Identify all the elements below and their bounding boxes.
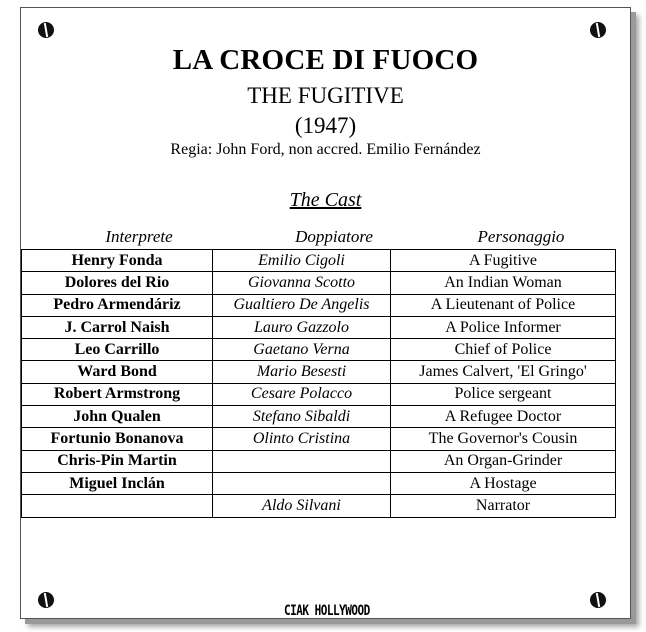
actor-cell: Chris-Pin Martin bbox=[22, 450, 213, 472]
cast-table bbox=[21, 249, 616, 518]
release-year: (1947) bbox=[294, 113, 357, 138]
voice-actor-cell bbox=[213, 472, 391, 494]
voice-actor-cell: Mario Besesti bbox=[213, 361, 391, 383]
character-cell: Chief of Police bbox=[391, 339, 616, 361]
actor-cell: Robert Armstrong bbox=[22, 383, 213, 405]
character-cell: Police sergeant bbox=[391, 383, 616, 405]
character-cell: James Calvert, 'El Gringo' bbox=[391, 361, 616, 383]
director-credit: Regia: John Ford, non accred. Emilio Fernández bbox=[170, 141, 481, 158]
voice-actor-cell: Gaetano Verna bbox=[213, 339, 391, 361]
character-cell: An Indian Woman bbox=[391, 272, 616, 294]
column-header-voice: Doppiatore bbox=[295, 227, 373, 246]
table-row bbox=[22, 339, 616, 361]
actor-cell: John Qualen bbox=[22, 406, 213, 428]
voice-actor-cell: Stefano Sibaldi bbox=[213, 406, 391, 428]
character-cell: A Police Informer bbox=[391, 316, 616, 338]
screw-icon bbox=[38, 592, 54, 608]
voice-actor-cell: Lauro Gazzolo bbox=[213, 316, 391, 338]
original-title: THE FUGITIVE bbox=[247, 83, 404, 108]
actor-cell: Miguel Inclán bbox=[22, 472, 213, 494]
column-header-actor: Interprete bbox=[105, 227, 173, 246]
table-row bbox=[22, 406, 616, 428]
table-row bbox=[22, 361, 616, 383]
table-row bbox=[22, 472, 616, 494]
table-row bbox=[22, 428, 616, 450]
voice-actor-cell: Cesare Polacco bbox=[213, 383, 391, 405]
character-cell: A Refugee Doctor bbox=[391, 406, 616, 428]
actor-cell: Fortunio Bonanova bbox=[22, 428, 213, 450]
screw-icon bbox=[38, 22, 54, 38]
character-cell: A Hostage bbox=[391, 472, 616, 494]
table-row bbox=[22, 272, 616, 294]
page-title: LA CROCE DI FUOCO bbox=[172, 44, 479, 76]
character-cell: A Lieutenant of Police bbox=[391, 294, 616, 316]
plaque bbox=[20, 7, 631, 619]
cast-heading: The Cast bbox=[289, 189, 362, 211]
column-header-role: Personaggio bbox=[477, 227, 565, 246]
table-row bbox=[22, 495, 616, 517]
table-row bbox=[22, 294, 616, 316]
actor-cell: Leo Carrillo bbox=[22, 339, 213, 361]
screw-icon bbox=[590, 22, 606, 38]
actor-cell: Henry Fonda bbox=[22, 250, 213, 272]
voice-actor-cell: Emilio Cigoli bbox=[213, 250, 391, 272]
character-cell: A Fugitive bbox=[391, 250, 616, 272]
table-row bbox=[22, 316, 616, 338]
ciak-hollywood-logo: CIAK HOLLYWOOD bbox=[284, 602, 370, 619]
character-cell: The Governor's Cousin bbox=[391, 428, 616, 450]
voice-actor-cell: Gualtiero De Angelis bbox=[213, 294, 391, 316]
character-cell: An Organ-Grinder bbox=[391, 450, 616, 472]
actor-cell: Ward Bond bbox=[22, 361, 213, 383]
voice-actor-cell: Giovanna Scotto bbox=[213, 272, 391, 294]
voice-actor-cell: Olinto Cristina bbox=[213, 428, 391, 450]
table-row bbox=[22, 383, 616, 405]
actor-cell: Pedro Armendáriz bbox=[22, 294, 213, 316]
actor-cell: Dolores del Rio bbox=[22, 272, 213, 294]
table-row bbox=[22, 250, 616, 272]
screw-icon bbox=[590, 592, 606, 608]
actor-cell: J. Carrol Naish bbox=[22, 316, 213, 338]
voice-actor-cell bbox=[213, 450, 391, 472]
voice-actor-cell: Aldo Silvani bbox=[213, 495, 391, 517]
table-row bbox=[22, 450, 616, 472]
character-cell: Narrator bbox=[391, 495, 616, 517]
actor-cell bbox=[22, 495, 213, 517]
